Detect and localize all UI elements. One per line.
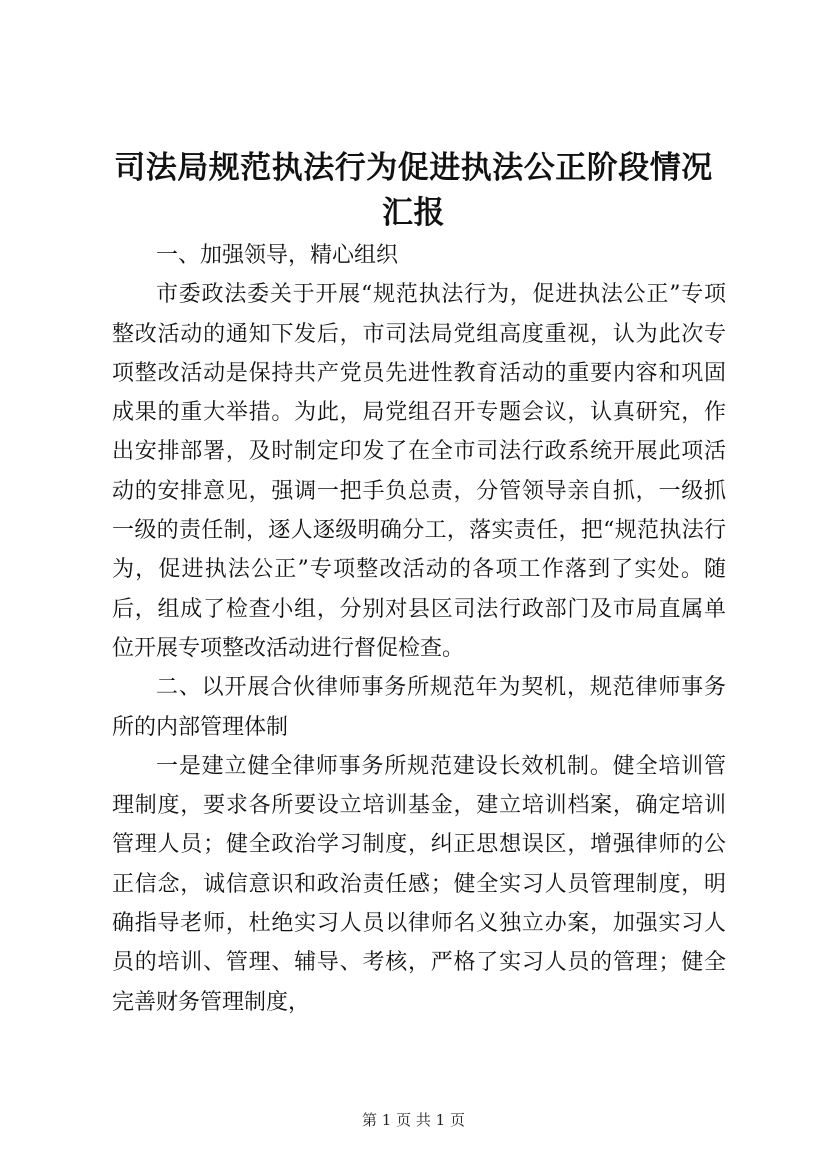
body-paragraph-1: 市委政法委关于开展“规范执法行为，促进执法公正”专项整改活动的通知下发后，市司法局党组高度重视，认为此次专项整改活动是保持共产党员先进性教育活动的重要内容和巩固成果的重大举措。为此，局党组召开专题会议，认真研究，作出安排部署，及时制定印发了在全市司法行政系统开展此项活动的安排意见，强调一把手负总责，分管领导亲自抓，一级抓一级的责任制，逐人逐级明确分工，落实责任，把“规范执法行为，促进执法公正”专项整改活动的各项工作落到了实处。随后，组成了检查小组，分别对县区司法行政部门及市局直属单位开展专项整改活动进行督促检查。 [112,282,726,661]
document-body [112,236,726,1022]
page-number-footer: 第 1 页 共 1 页 [362,1111,465,1129]
section-heading-1: 一、加强领导，精心组织 [156,243,399,268]
document-title: 司法局规范执法行为促进执法公正阶段情况汇报 [114,150,713,231]
body-paragraph-2: 一是建立健全律师事务所规范建设长效机制。健全培训管理制度，要求各所要设立培训基金，建立培训档案，确定培训管理人员；健全政治学习制度，纠正思想误区，增强律师的公正信念，诚信意识和政治责任感；健全实习人员管理制度，明确指导老师，杜绝实习人员以律师名义独立办案，加强实习人员的培训、管理、辅导、考核，严格了实习人员的管理；健全完善财务管理制度， [112,753,726,1015]
section-heading-2: 二、以开展合伙律师事务所规范年为契机，规范律师事务所的内部管理体制 [112,675,726,740]
